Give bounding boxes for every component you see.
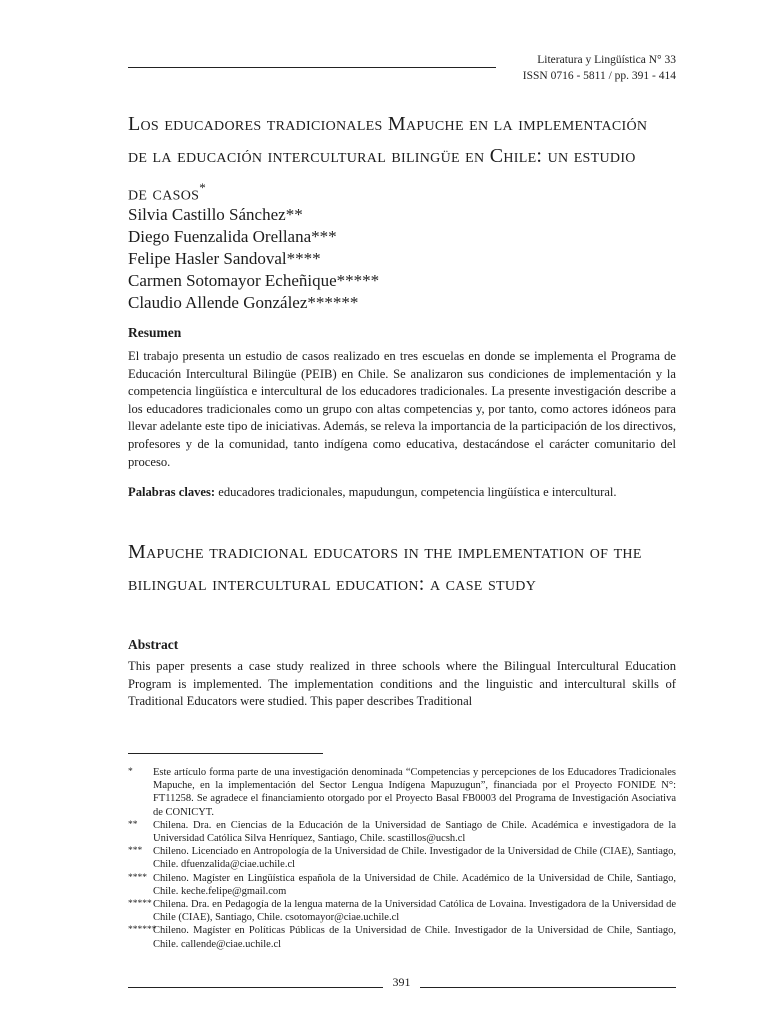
title-spanish-text: Los educadores tradicionales Mapuche en la implementación de la educación intercultural bilingüe en Chile: un estudio de casos	[128, 113, 648, 205]
author-list	[128, 204, 379, 314]
page-number: 391	[392, 975, 411, 989]
footnote-mark: ****	[128, 872, 147, 883]
footnote	[128, 819, 676, 845]
journal-issn: ISSN 0716 - 5811 / pp. 391 - 414	[522, 70, 676, 82]
footnote	[128, 766, 676, 819]
title-english: Mapuche tradicional educators in the implementation of the bilingual intercultural education: a case study	[128, 541, 642, 595]
footnote-mark: **	[128, 819, 138, 830]
footnote-text: Chilena. Dra. en Ciencias de la Educación de la Universidad de Santiago de Chile. Académica e investigadora de la Universidad Católica Silva Henríquez, Santiago, Chile. scastillos@ucsh.cl	[153, 819, 676, 845]
author: Claudio Allende González******	[128, 293, 359, 312]
keywords	[128, 485, 676, 500]
abstract-body: This paper presents a case study realized in three schools where the Bilingual Intercultural Education Program is implemented. The implementation conditions and the linguistic and intercultural skills of Traditional Educators were studied. This paper describes Traditional	[128, 659, 676, 709]
footnote-mark: *****	[128, 899, 152, 910]
footnote-mark: *	[128, 767, 133, 777]
author: Felipe Hasler Sandoval****	[128, 249, 321, 268]
footnote-text: Chileno. Licenciado en Antropología de la Universidad de Chile. Investigador de la Universidad de Chile (CIAE), Santiago, Chile. dfuenzalida@ciae.uchile.cl	[153, 846, 676, 871]
header-rule	[128, 67, 496, 68]
abstract-heading: Abstract	[128, 637, 179, 652]
page-rule-left	[128, 987, 383, 988]
keywords-label: Palabras claves:	[128, 485, 216, 499]
footnote-text: Chilena. Dra. en Pedagogía de la lengua materna de la Universidad Católica de Lovaina. Investigadora de la Universidad de Chile (CIAE), Santiago, Chile. csotomayor@ciae.uchile.cl	[153, 899, 676, 924]
footnotes	[128, 766, 676, 951]
footnote-mark: ***	[128, 846, 143, 857]
footnote	[128, 924, 676, 950]
journal-name: Literatura y Lingüística N° 33	[537, 54, 676, 66]
footnote-text: Este artículo forma parte de una investigación denominada “Competencias y percepciones de los Educadores Tradicionales Mapuche, en la implementación del Sector Lengua Indígena Mapuzugun”, financiada por el Proyecto FONIDE N°: FT11258. Se agradece el financiamiento otorgado por el Proyecto Basal FB0003 del Programa de Investigación Asociativa de CONICYT.	[153, 767, 676, 818]
author: Diego Fuenzalida Orellana***	[128, 227, 337, 246]
page-rule-right	[420, 987, 676, 988]
footnote-text: Chileno. Magíster en Políticas Públicas de la Universidad de Chile. Investigador de la Universidad de Chile, Santiago, Chile. callende@ciae.uchile.cl	[153, 925, 676, 950]
author: Silvia Castillo Sánchez**	[128, 205, 303, 224]
footnote	[128, 898, 676, 924]
author: Carmen Sotomayor Echeñique*****	[128, 271, 380, 290]
keywords-text: educadores tradicionales, mapudungun, competencia lingüística e intercultural.	[215, 485, 617, 499]
footnote-rule	[128, 753, 323, 754]
resumen-body: El trabajo presenta un estudio de casos realizado en tres escuelas en donde se implementa el Programa de Educación Intercultural Bilingüe (PEIB) en Chile. Se analizaron sus condiciones de implementación y la competencia lingüística e intercultural de los educadores tradicionales. La presente investigación describe a los educadores tradicionales como un grupo con altas competencias y, por tanto, como actores idóneos para llevar adelante este tipo de iniciativas. Además, se releva la importancia de la participación de los directivos, profesores y de la comunidad, tanto indígena como educativa, destacándose el carácter comunitario del proceso.	[128, 349, 676, 469]
title-spanish	[128, 108, 648, 210]
footnote	[128, 872, 676, 898]
footnote-text: Chileno. Magíster en Lingüística española de la Universidad de Chile. Académico de la Universidad de Chile, Santiago, Chile. keche.felipe@gmail.com	[153, 872, 676, 897]
title-footnote-mark: *	[199, 180, 207, 195]
footnote-mark: ******	[128, 925, 157, 936]
footnote	[128, 845, 676, 871]
resumen-heading: Resumen	[128, 325, 182, 340]
